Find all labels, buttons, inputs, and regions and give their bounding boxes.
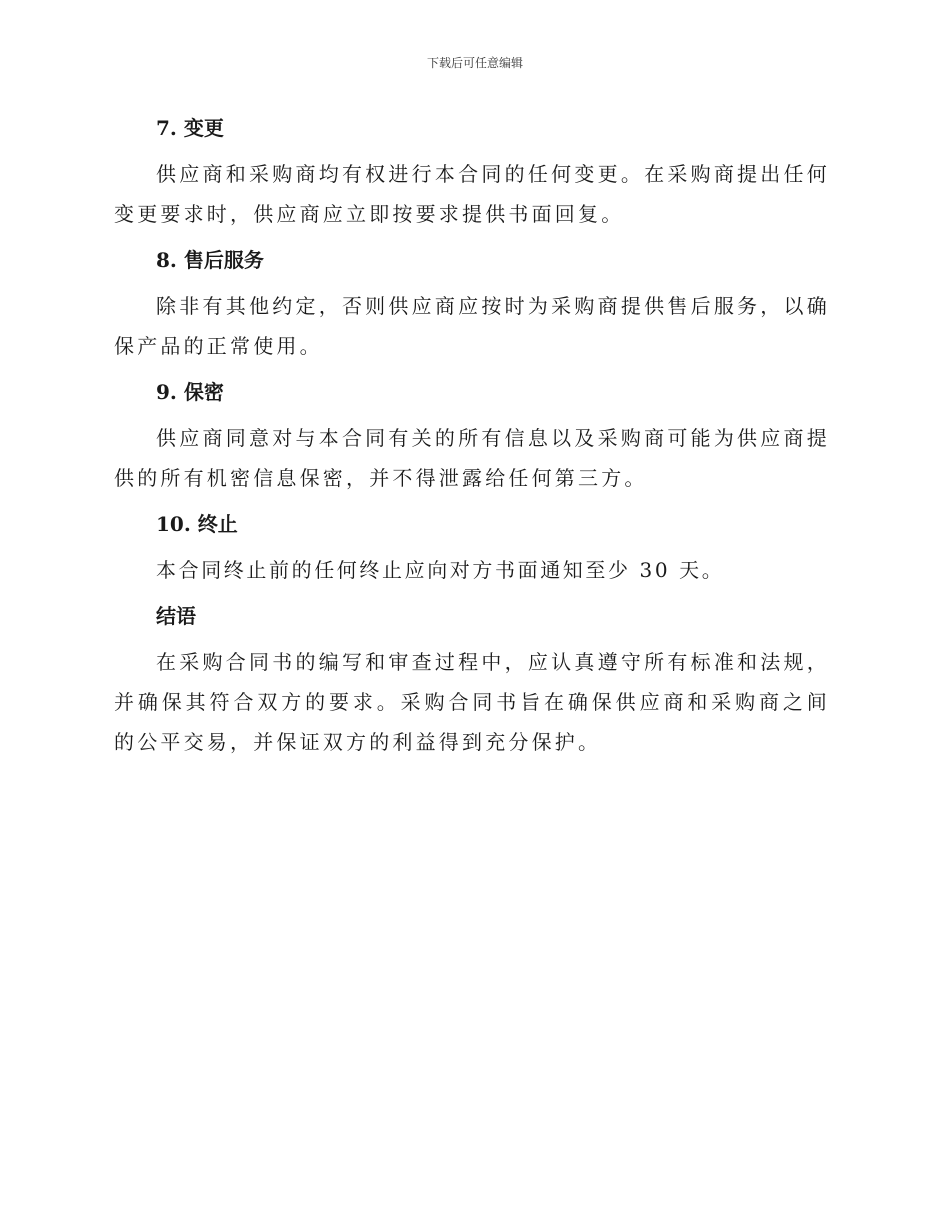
document-body bbox=[114, 108, 830, 768]
section-heading-after-sales: 8. 售后服务 bbox=[156, 248, 264, 272]
section-heading-confidentiality: 9. 保密 bbox=[156, 380, 224, 404]
section-body-after-sales: 除非有其他约定，否则供应商应按时为采购商提供售后服务，以确保产品的正常使用。 bbox=[114, 294, 830, 358]
section-body-termination: 本合同终止前的任何终止应向对方书面通知至少 30 天。 bbox=[156, 558, 725, 582]
section-heading-termination: 10. 终止 bbox=[156, 512, 238, 536]
section-body-conclusion: 在采购合同书的编写和审查过程中，应认真遵守所有标准和法规，并确保其符合双方的要求。采购合同书旨在确保供应商和采购商之间的公平交易，并保证双方的利益得到充分保护。 bbox=[114, 650, 830, 754]
page-header: 下载后可任意编辑 bbox=[426, 56, 523, 70]
section-heading-change: 7. 变更 bbox=[156, 116, 224, 140]
section-body-change: 供应商和采购商均有权进行本合同的任何变更。在采购商提出任何变更要求时，供应商应立即按要求提供书面回复。 bbox=[114, 162, 830, 226]
section-body-confidentiality: 供应商同意对与本合同有关的所有信息以及采购商可能为供应商提供的所有机密信息保密，并不得泄露给任何第三方。 bbox=[114, 426, 830, 490]
section-heading-conclusion: 结语 bbox=[156, 604, 196, 628]
